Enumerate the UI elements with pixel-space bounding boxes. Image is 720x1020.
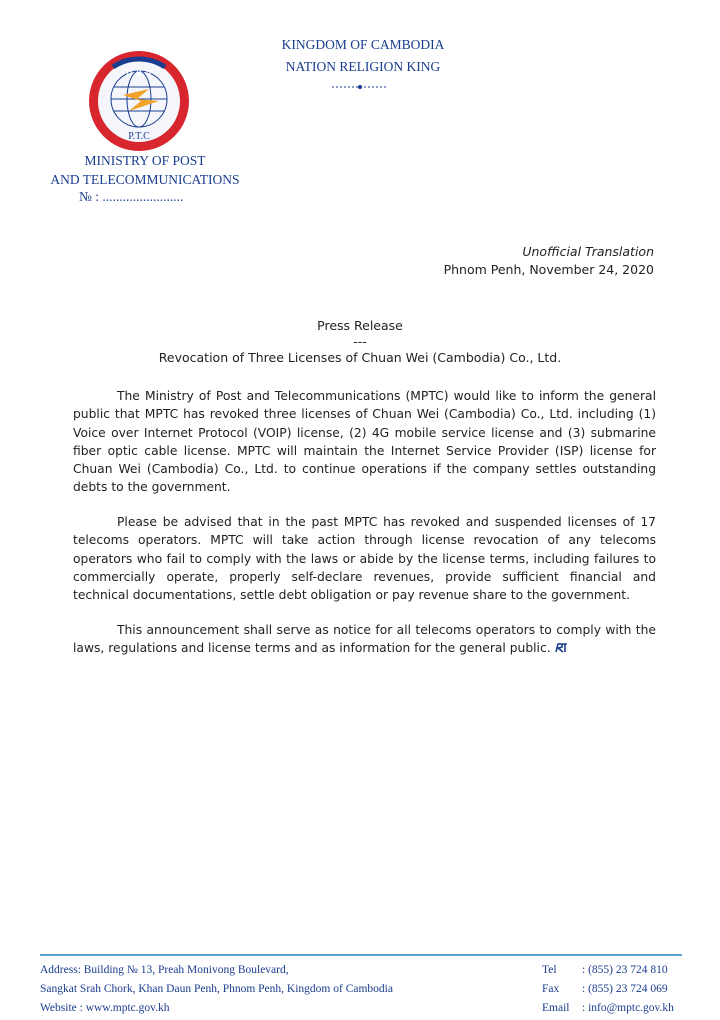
address-line-1: Address: Building № 13, Preah Monivong Boulevard, <box>40 964 289 976</box>
footer-rule <box>40 954 682 956</box>
press-release-title: Press Release <box>317 318 403 333</box>
email-label: Email <box>542 1002 570 1014</box>
kingdom-title: KINGDOM OF CAMBODIA <box>281 37 445 52</box>
contact-values <box>582 961 674 1018</box>
fax-value: : (855) 23 724 069 <box>582 983 668 995</box>
press-release-subject: Revocation of Three Licenses of Chuan Wei (Cambodia) Co., Ltd. <box>158 350 562 365</box>
reference-number: № : ........................ <box>79 189 184 204</box>
ministry-line-1: MINISTRY OF POST <box>84 153 206 168</box>
kingdom-header <box>200 34 526 78</box>
fax-label: Fax <box>542 983 560 995</box>
ministry-line-2: AND TELECOMMUNICATIONS <box>50 172 240 187</box>
body-paragraph-3 <box>73 621 656 658</box>
tel-label: Tel <box>542 964 557 976</box>
body-paragraph-2: Please be advised that in the past MPTC has revoked and suspended licenses of 17 telecoms operators. MPTC will take action through license revocation of any telecoms operators who fail to comply with the laws or abide by the license terms, including failures to commercially operate, properly self-declare revenues, provide sufficient financial and technical documentations, settle debt obligation or pay revenue share to the government. <box>73 515 656 603</box>
unofficial-translation-note: Unofficial Translation <box>522 244 654 259</box>
initials-mark-icon <box>555 643 569 653</box>
dateline: Phnom Penh, November 24, 2020 <box>443 262 654 277</box>
title-separator: --- <box>353 334 367 349</box>
svg-text:ប.ទ.ទ: ប.ទ.ទ <box>126 68 152 79</box>
ornament-divider <box>330 84 390 90</box>
body-paragraph-1: The Ministry of Post and Telecommunications (MPTC) would like to inform the general public that MPTC has revoked three licenses of Chuan Wei (Cambodia) Co., Ltd. including (1) Voice over Internet Protocol (VOIP) license, (2) 4G mobile service license and (3) submarine fiber optic cable license. MPTC will maintain the Internet Service Provider (ISP) license for Chuan Wei (Cambodia) Co., Ltd. to continue operations if the company settles outstanding debts to the government. <box>73 389 656 495</box>
contact-labels <box>542 961 569 1018</box>
footer-address <box>40 961 393 1018</box>
address-line-2: Sangkat Srah Chork, Khan Daun Penh, Phnom Penh, Kingdom of Cambodia <box>40 983 393 995</box>
ministry-logo <box>87 49 191 153</box>
svg-text:P.T.C: P.T.C <box>128 131 150 142</box>
website-link[interactable]: Website : www.mptc.gov.kh <box>40 1002 170 1014</box>
tel-value: : (855) 23 724 810 <box>582 964 668 976</box>
body-paragraph-3-text: This announcement shall serve as notice for all telecoms operators to comply with the laws, regulations and license terms and as information for the general public. <box>73 623 656 656</box>
ministry-name <box>40 151 250 189</box>
nation-religion-king: NATION RELIGION KING <box>285 59 441 74</box>
email-link[interactable]: : info@mptc.gov.kh <box>582 1002 674 1014</box>
